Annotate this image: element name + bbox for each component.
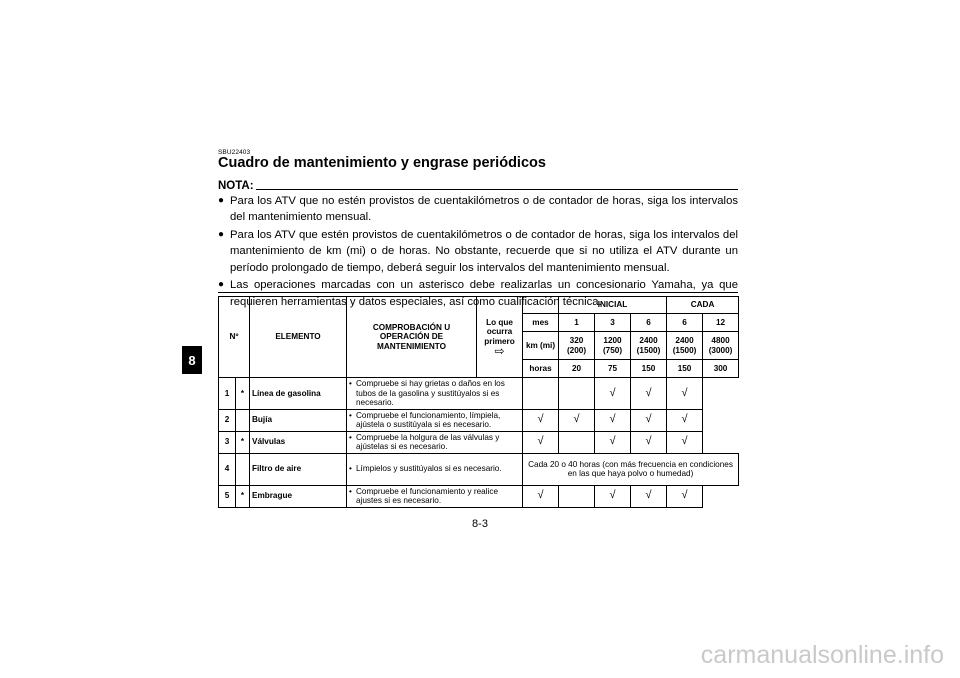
km-value: 320 (200) <box>559 332 595 360</box>
km-value: 2400 (1500) <box>631 332 667 360</box>
row-element: Embrague <box>250 485 347 507</box>
row-element: Bujía <box>250 409 347 431</box>
chapter-tab: 8 <box>182 346 202 374</box>
check-mark: √ <box>667 378 703 410</box>
check-mark <box>559 378 595 410</box>
label-horas: horas <box>523 360 559 378</box>
header-element: ELEMENTO <box>250 297 347 378</box>
header-check: COMPROBACIÓN U OPERACIÓN DE MANTENIMIENTO <box>347 297 477 378</box>
check-mark <box>523 378 559 410</box>
check-mark: √ <box>631 409 667 431</box>
watermark: carmanualsonline.info <box>700 641 944 669</box>
check-mark: √ <box>595 485 631 507</box>
nota-header <box>218 180 738 192</box>
asterisk-mark: * <box>236 431 250 453</box>
check-mark: √ <box>523 431 559 453</box>
row-check: • Compruebe si hay grietas o daños en los tubos de la gasolina y sustitúyalos si es necesario. <box>347 378 523 410</box>
row-number: 2 <box>219 409 236 431</box>
check-mark: √ <box>523 485 559 507</box>
page-number: 8-3 <box>472 518 488 530</box>
row-check: • Límpielos y sustitúyalos si es necesario. <box>347 453 523 485</box>
header-no: Nº <box>219 297 250 378</box>
bullet-icon: ● <box>218 229 225 241</box>
table-row <box>219 378 739 410</box>
row-check: • Compruebe el funcionamiento, límpiela, ajústela o sustitúyala si es necesario. <box>347 409 523 431</box>
maintenance-table <box>218 296 739 508</box>
check-mark: √ <box>631 431 667 453</box>
horas-value: 150 <box>631 360 667 378</box>
km-value: 4800 (3000) <box>703 332 739 360</box>
check-mark: √ <box>631 485 667 507</box>
horas-value: 300 <box>703 360 739 378</box>
row-number: 3 <box>219 431 236 453</box>
check-mark: √ <box>595 409 631 431</box>
asterisk-mark: * <box>236 485 250 507</box>
label-km: km (mi) <box>523 332 559 360</box>
label-mes: mes <box>523 314 559 332</box>
km-value: 1200 (750) <box>595 332 631 360</box>
asterisk-mark <box>236 409 250 431</box>
mes-value: 6 <box>667 314 703 332</box>
check-mark: √ <box>595 431 631 453</box>
km-value: 2400 (1500) <box>667 332 703 360</box>
page-title: Cuadro de mantenimiento y engrase periódicos <box>218 155 546 171</box>
mes-value: 6 <box>631 314 667 332</box>
section-code: SBU22403 <box>218 149 251 156</box>
check-mark: √ <box>631 378 667 410</box>
mes-value: 3 <box>595 314 631 332</box>
check-mark: √ <box>667 485 703 507</box>
check-mark: √ <box>523 409 559 431</box>
check-mark: √ <box>595 378 631 410</box>
section-divider <box>218 292 738 293</box>
nota-rule <box>256 189 738 190</box>
header-row <box>219 297 739 314</box>
nota-item: ● Para los ATV que no estén provistos de cuentakilómetros o de contador de horas, siga los intervalos del mantenimiento mensual. <box>218 195 738 224</box>
row-number: 1 <box>219 378 236 410</box>
header-first: Lo que ocurra primero ⇨ <box>477 297 523 378</box>
mes-value: 12 <box>703 314 739 332</box>
mes-value: 1 <box>559 314 595 332</box>
bullet-icon: ● <box>218 195 225 206</box>
bullet-icon: ● <box>218 279 225 291</box>
horas-value: 150 <box>667 360 703 378</box>
horas-value: 75 <box>595 360 631 378</box>
asterisk-mark <box>236 453 250 485</box>
interval-note: Cada 20 o 40 horas (con más frecuencia en condiciones en las que haya polvo o humedad) <box>523 453 739 485</box>
header-cada: CADA <box>667 297 739 314</box>
row-check: • Compruebe la holgura de las válvulas y ajústelas si es necesario. <box>347 431 523 453</box>
row-element: Línea de gasolina <box>250 378 347 410</box>
row-number: 4 <box>219 453 236 485</box>
row-number: 5 <box>219 485 236 507</box>
asterisk-mark: * <box>236 378 250 410</box>
table-row <box>219 431 739 453</box>
header-blank <box>523 297 559 314</box>
nota-list <box>218 193 738 312</box>
header-inicial: INICIAL <box>559 297 667 314</box>
nota-item: ● Para los ATV que estén provistos de cuentakilómetros o de contador de horas, siga los intervalos del mantenimiento de km (mi) o de horas. No obstante, recuerde que si no utiliza el ATV durante un período prolongado de tiempo, deberá seguir los intervalos del mantenimiento mensual. <box>218 229 738 274</box>
row-check: • Compruebe el funcionamiento y realice ajustes si es necesario. <box>347 485 523 507</box>
horas-value: 20 <box>559 360 595 378</box>
nota-label: NOTA: <box>218 180 254 192</box>
nota-item: ● Las operaciones marcadas con un asterisco debe realizarlas un concesionario Yamaha, ya que requieren herramientas y datos especiales, así como cualificación técnica. <box>218 279 738 308</box>
row-element: Válvulas <box>250 431 347 453</box>
table-row <box>219 453 739 485</box>
check-mark <box>559 431 595 453</box>
row-element: Filtro de aire <box>250 453 347 485</box>
check-mark <box>559 485 595 507</box>
table-row <box>219 485 739 507</box>
check-mark: √ <box>667 409 703 431</box>
table-row <box>219 409 739 431</box>
check-mark: √ <box>559 409 595 431</box>
arrow-right-icon: ⇨ <box>494 344 505 358</box>
check-mark: √ <box>667 431 703 453</box>
